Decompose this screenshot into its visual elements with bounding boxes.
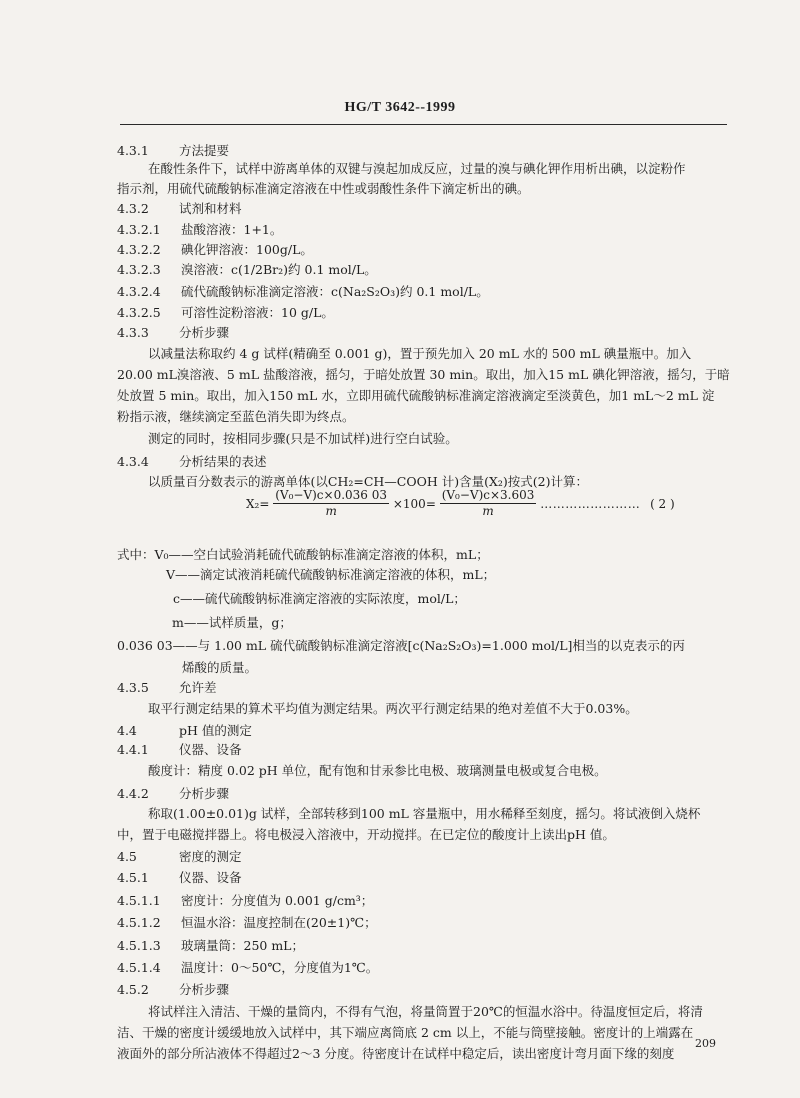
line-text: 仪器、设备 [179,870,242,885]
text-line [173,591,466,607]
formula-mid: ×100= [392,496,436,511]
section-number: 4.5.1.3 [117,938,161,953]
text-line [148,701,638,717]
line-text: 分析结果的表述 [179,454,267,469]
section-number: 4.3.2.2 [117,242,161,257]
section-number: 4.3.2 [117,201,149,216]
line-text: 分析步骤 [179,786,230,801]
section-line [117,680,217,696]
section-number: 4.5 [117,849,137,864]
line-text: 允许差 [179,680,217,695]
line-text: pH 值的测定 [179,723,252,738]
standard-code-header: HG/T 3642--1999 [344,100,456,115]
line-text: 可溶性淀粉溶液：10 g/L。 [181,305,334,320]
text-line [148,1004,703,1020]
section-line [117,960,378,976]
section-number: 4.3.2.4 [117,284,161,299]
line-text: 0.036 03——与 1.00 mL 硫代硫酸钠标准滴定溶液[c(Na₂S₂O₃)=1.000 mol/L]相当的以克表示的丙 [117,638,685,653]
section-line [117,938,304,954]
section-line [117,325,229,341]
section-number: 4.4.2 [117,786,149,801]
section-number: 4.3.2.5 [117,305,161,320]
section-number: 4.3.2.3 [117,262,161,277]
section-line [117,982,229,998]
text-line [117,547,489,563]
line-text: 中，置于电磁搅拌器上。将电极浸入溶液中，开动搅拌。在已定位的酸度计上读出pH 值。 [117,827,615,842]
text-line [148,346,691,362]
line-text: 溴溶液：c(1/2Br₂)约 0.1 mol/L。 [181,262,377,277]
fraction-1-numerator: (V₀−V)c×0.036 03 [275,488,388,502]
text-line [172,615,292,631]
line-text: 称取(1.00±0.01)g 试样，全部转移到100 mL 容量瓶中，用水稀释至刻度，摇匀。将试液倒入烧杯 [148,806,701,821]
fraction-2-denominator: m [482,504,494,518]
section-line [117,242,313,258]
line-text: 将试样注入清洁、干燥的量筒内，不得有气泡，将量筒置于20℃的恒温水浴中。待温度恒定后，将清 [148,1004,703,1019]
formula-number: ( 2 ) [650,496,675,511]
line-text: 20.00 mL溴溶液、5 mL 盐酸溶液，摇匀，于暗处放置 30 min。取出，加入15 mL 碘化钾溶液，摇匀，于暗 [117,367,730,382]
line-text: 硫代硫酸钠标准滴定溶液：c(Na₂S₂O₃)约 0.1 mol/L。 [181,284,489,299]
line-text: 密度的测定 [179,849,242,864]
text-line [166,567,495,583]
section-number: 4.3.3 [117,325,149,340]
section-line [117,723,252,739]
fraction-1-denominator: m [325,504,337,518]
section-number: 4.3.1 [117,143,149,158]
text-line [148,161,686,177]
section-line [117,915,377,931]
text-line [148,806,700,822]
line-text: 液面外的部分所沾液体不得超过2～3 分度。待密度计在试样中稳定后，读出密度计弯月面下缘的刻度 [117,1046,675,1061]
line-text: 玻璃量筒：250 mL； [181,938,304,953]
section-number: 4.3.5 [117,680,149,695]
text-line [117,388,714,404]
text-line [117,827,615,843]
line-text: 密度计：分度值为 0.001 g/cm³； [181,893,374,908]
line-text: 洁、干燥的密度计缓缓地放入试样中，其下端应离筒底 2 cm 以上，不能与筒壁接触。密度计的上端露在 [117,1025,694,1040]
line-text: 分析步骤 [179,325,230,340]
line-text: 测定的同时，按相同步骤(只是不加试样)进行空白试验。 [148,431,458,446]
text-line [148,763,607,779]
line-text: 酸度计：精度 0.02 pH 单位，配有饱和甘汞参比电极、玻璃测量电极或复合电极。 [148,763,607,778]
text-line [117,181,530,197]
formula-2 [246,488,675,528]
section-line [117,786,229,802]
line-text: 以减量法称取约 4 g 试样(精确至 0.001 g)，置于预先加入 20 mL 水的 500 mL 碘量瓶中。加入 [148,346,692,361]
text-line [117,367,730,383]
section-number: 4.5.2 [117,982,149,997]
section-number: 4.3.2.1 [117,222,161,237]
formula-leader-dots: …………………… [540,496,641,511]
line-text: 盐酸溶液：1+1。 [181,222,283,237]
section-line [117,305,334,321]
section-number: 4.3.4 [117,454,149,469]
section-number: 4.5.1.1 [117,893,161,908]
text-line [182,660,257,676]
line-text: 取平行测定结果的算术平均值为测定结果。两次平行测定结果的绝对差值不大于0.03%。 [148,701,638,716]
section-number: 4.4 [117,723,137,738]
text-line [117,409,355,425]
line-text: 烯酸的质量。 [182,660,258,675]
line-text: 碘化钾溶液：100g/L。 [181,242,313,257]
line-text: 处放置 5 min。取出，加入150 mL 水，立即用硫代硫酸钠标准滴定溶液滴定至淡黄色，加1 mL～2 mL 淀 [117,388,715,403]
section-line [117,849,242,865]
line-text: 方法提要 [179,143,230,158]
section-number: 4.5.1.2 [117,915,161,930]
text-line [117,1046,674,1062]
line-text: 粉指示液，继续滴定至蓝色消失即为终点。 [117,409,355,424]
section-line [117,262,377,278]
section-line [117,284,489,300]
line-text: m——试样质量，g； [172,615,292,630]
page-number: 209 [695,1037,716,1050]
line-text: 式中：V₀——空白试验消耗硫代硫酸钠标准滴定溶液的体积，mL； [117,547,489,562]
section-line [117,143,229,159]
text-line [117,638,685,654]
text-line [117,1025,693,1041]
line-text: 温度计：0～50℃，分度值为1℃。 [181,960,379,975]
section-line [117,870,242,886]
section-number: 4.5.1.4 [117,960,161,975]
header-rule [120,124,727,125]
fraction-1 [273,488,389,519]
line-text: 仪器、设备 [179,742,242,757]
section-number: 4.5.1 [117,870,149,885]
line-text: 恒温水浴：温度控制在(20±1)℃； [181,915,377,930]
section-line [117,201,242,217]
line-text: 试剂和材料 [179,201,242,216]
text-line [148,431,458,447]
line-text: 分析步骤 [179,982,230,997]
line-text: c——硫代硫酸钠标准滴定溶液的实际浓度，mol/L； [173,591,466,606]
section-line [117,893,373,909]
fraction-2 [440,488,537,519]
line-text: 指示剂，用硫代硫酸钠标准滴定溶液在中性或弱酸性条件下滴定析出的碘。 [117,181,530,196]
section-line [117,742,242,758]
section-line [117,454,267,470]
line-text: 以质量百分数表示的游离单体(以CH₂=CH—COOH 计)含量(X₂)按式(2)计算： [148,474,588,489]
section-line [117,222,282,238]
formula-lhs: X₂= [246,496,270,511]
section-number: 4.4.1 [117,742,149,757]
line-text: V——滴定试液消耗硫代硫酸钠标准滴定溶液的体积，mL； [166,567,496,582]
line-text: 在酸性条件下，试样中游离单体的双键与溴起加成反应，过量的溴与碘化钾作用析出碘，以淀粉作 [148,161,686,176]
fraction-2-numerator: (V₀−V)c×3.603 [441,488,535,502]
